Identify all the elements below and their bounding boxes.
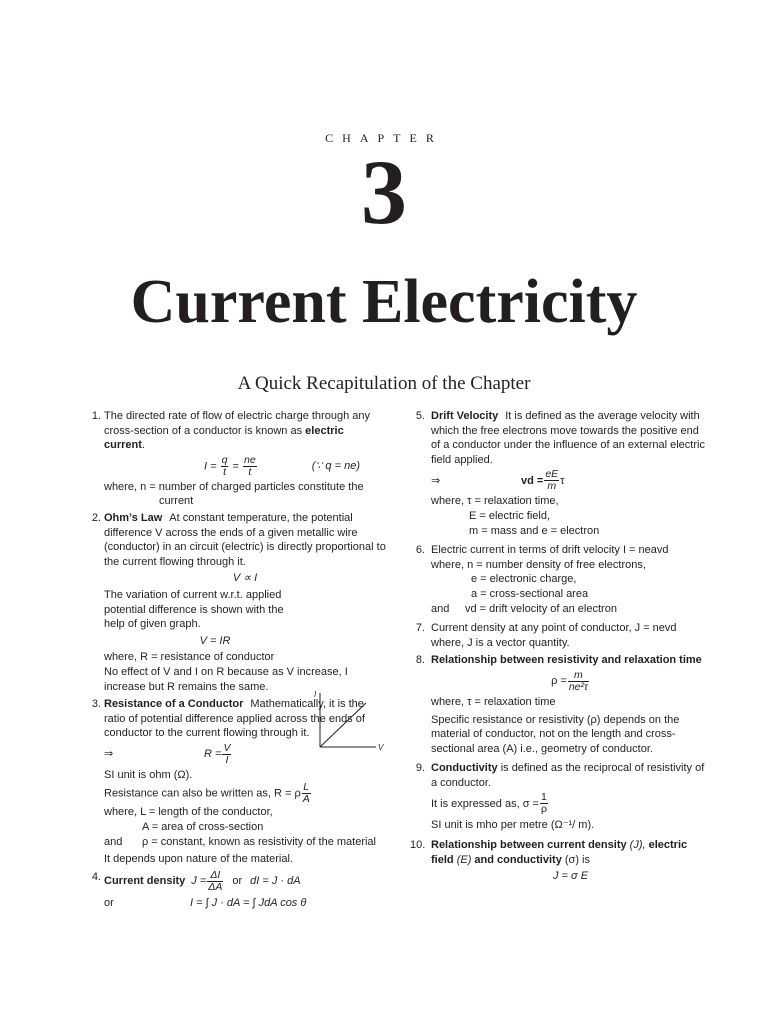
implies-arrow: ⇒ [104, 748, 114, 761]
fraction [207, 870, 223, 893]
point-8 [410, 653, 710, 756]
point-term: Drift Velocity [431, 410, 499, 422]
where-text: where, J is a vector quantity. [431, 636, 570, 649]
formula-lhs: vd = [521, 474, 544, 487]
numerator: m [573, 668, 583, 681]
formula-lhs: ρ = [551, 675, 567, 688]
formula-row [104, 896, 386, 911]
fraction [222, 743, 231, 766]
chapter-title: Current Electricity [130, 268, 638, 336]
where-text: ρ = constant, known as resistivity of the material [142, 835, 376, 848]
point-number: 4. [91, 870, 101, 883]
where-text: E = electric field, [469, 509, 551, 522]
fraction [544, 469, 559, 492]
formula-row [431, 792, 710, 815]
numerator: L [303, 781, 310, 794]
where-text: where, L = length of the conductor, [104, 806, 273, 819]
point-7 [410, 621, 710, 650]
chapter-number: 3 [361, 141, 407, 243]
point-4 [88, 870, 386, 911]
point-number: 1. [91, 410, 101, 422]
or-label: or [232, 875, 243, 888]
formula-lhs: I = [204, 460, 217, 473]
point-term: Resistance of a Conductor [104, 698, 244, 711]
point-text: The directed rate of flow of electric charge through any cross-section of a conductor is known as [104, 410, 370, 437]
where-text: where, τ = relaxation time, [431, 495, 559, 508]
chapter-subtitle: A Quick Recapitulation of the Chapter [237, 373, 531, 394]
point-number: 3. [91, 698, 101, 711]
fraction [243, 455, 257, 478]
symbol: (E) [456, 853, 472, 866]
point-text: Specific resistance or resistivity (ρ) depends on the material of conductor, not on the length and cross-sectional area (A) i.e., geometry of conductor. [431, 713, 680, 755]
point-term: Relationship between current density [431, 839, 627, 852]
formula-row [104, 743, 386, 766]
point-term: Conductivity [431, 762, 498, 775]
where-text: A = area of cross-section [142, 821, 264, 834]
where-text: where, τ = relaxation time [431, 695, 556, 708]
formula-note: (∵ q = ne) [311, 459, 360, 472]
right-column [410, 409, 710, 887]
point-number: 2. [91, 511, 101, 524]
si-unit-text: SI unit is ohm (Ω). [104, 768, 193, 781]
point-text: Mathematically, it is the ratio of potential difference applied across the ends of conductor to the current flowing through it. [104, 698, 365, 740]
x-axis-label: V [378, 742, 384, 752]
point-text: Current density at any point of conductor, J = nevd [431, 622, 677, 635]
point-number: 7. [415, 622, 425, 635]
point-term: Ohm’s Law [104, 511, 163, 524]
y-axis-label: I [314, 689, 317, 699]
where-text: where, n = number density of free electrons, [431, 558, 646, 571]
fraction [302, 782, 311, 805]
denominator: A [302, 793, 310, 806]
point-number: 6. [415, 544, 425, 557]
numerator: ΔI [210, 868, 221, 881]
point-term: and conductivity [474, 853, 562, 866]
numerator: 1 [541, 791, 547, 804]
left-column [88, 409, 386, 913]
denominator: I [222, 754, 231, 766]
formula: V ∝ I [232, 572, 258, 585]
denominator: ΔA [208, 880, 223, 893]
point-5 [410, 409, 710, 538]
fraction [540, 792, 548, 815]
denominator: ρ [540, 803, 547, 816]
and-label: and [431, 602, 450, 615]
si-unit-text: SI unit is mho per metre (Ω⁻¹/ m). [431, 819, 595, 832]
numerator: eE [545, 468, 559, 481]
point-1: 1. The directed rate of flow of electric charge through any cross-section of a conductor is known as electric current. I = $\frac{q}{t}$ = $\frac{ne}{t}$ (∵ q = ne) where, n = number of charged particles constitute the current [88, 409, 386, 509]
dependency-text: It depends upon nature of the material. [104, 853, 293, 866]
formula-row [431, 670, 710, 693]
numerator: V [223, 741, 231, 754]
denominator: ne²τ [568, 680, 588, 693]
where-text: e = electronic charge, [471, 573, 577, 586]
formula-row [104, 870, 386, 893]
where-text-continued: current [159, 495, 194, 508]
formula: J = σ E [552, 870, 589, 883]
implies-arrow: ⇒ [431, 474, 441, 487]
point-text: is defined as the reciprocal of resistivity of a conductor. [431, 762, 705, 789]
formula: dI = J · dA [250, 875, 301, 888]
fraction [221, 455, 229, 478]
formula-lhs: J = [191, 875, 207, 888]
or-label: or [104, 896, 114, 909]
point-term: Current density [104, 875, 186, 888]
formula-row [104, 453, 386, 480]
denominator: t [243, 466, 257, 478]
where-text: a = cross-sectional area [471, 587, 589, 600]
point-text: Electric current in terms of drift velocity I = neavd [431, 544, 669, 557]
point-6 [410, 543, 710, 616]
point-text: It is defined as the average velocity with which the free electrons move towards the positive end of a conductor under the influence of an external electric field applied. [431, 410, 705, 466]
and-label: and [104, 835, 123, 848]
denominator: m [544, 480, 559, 492]
point-term: electric field [431, 839, 688, 866]
point-3 [88, 697, 386, 867]
graph-description: The variation of current w.r.t. applied potential difference is shown with the help of given graph. [104, 588, 284, 631]
formula: V = IR [199, 634, 231, 647]
formula [204, 455, 258, 478]
numerator: ne [244, 453, 256, 466]
formula-lhs: R = [204, 748, 222, 761]
point-number: 5. [415, 410, 425, 422]
symbol: (σ) is [564, 853, 591, 866]
equals-sign: = [232, 460, 239, 473]
where-text: where, n = number of charged particles constitute the [104, 480, 364, 493]
numerator: q [221, 453, 228, 466]
point-text: At constant temperature, the potential difference V across the ends of a given metallic wire (conductor) in an circuit (electric) is directly proportional to the current flowing through it. [104, 511, 386, 568]
formula: I = ∫ J · dA = ∫ JdA cos θ [190, 896, 307, 909]
chapter-label: CHAPTER [325, 131, 443, 145]
formula-tail: τ [560, 474, 565, 487]
denominator: t [221, 466, 229, 478]
where-text: vd = drift velocity of an electron [465, 602, 617, 615]
point-9 [410, 761, 710, 833]
point-number: 9. [415, 762, 425, 775]
point-number: 10. [410, 839, 426, 852]
where-text: where, R = resistance of conductor [104, 651, 275, 664]
formula-lhs: It is expressed as, σ = [431, 797, 539, 810]
point-10 [410, 838, 710, 884]
point-term: Relationship between resistivity and relaxation time [431, 654, 702, 667]
point-number: 8. [415, 654, 425, 667]
alt-formula-text: Resistance can also be written as, R = ρ [104, 787, 301, 800]
where-text: m = mass and e = electron [469, 524, 600, 537]
formula-row [431, 469, 710, 492]
symbol: (J), [629, 839, 646, 852]
fraction [568, 670, 589, 693]
note-text: No effect of V and I on R because as V increase, I increase but R remains the same. [104, 665, 348, 693]
point-term: electric current [104, 424, 344, 452]
